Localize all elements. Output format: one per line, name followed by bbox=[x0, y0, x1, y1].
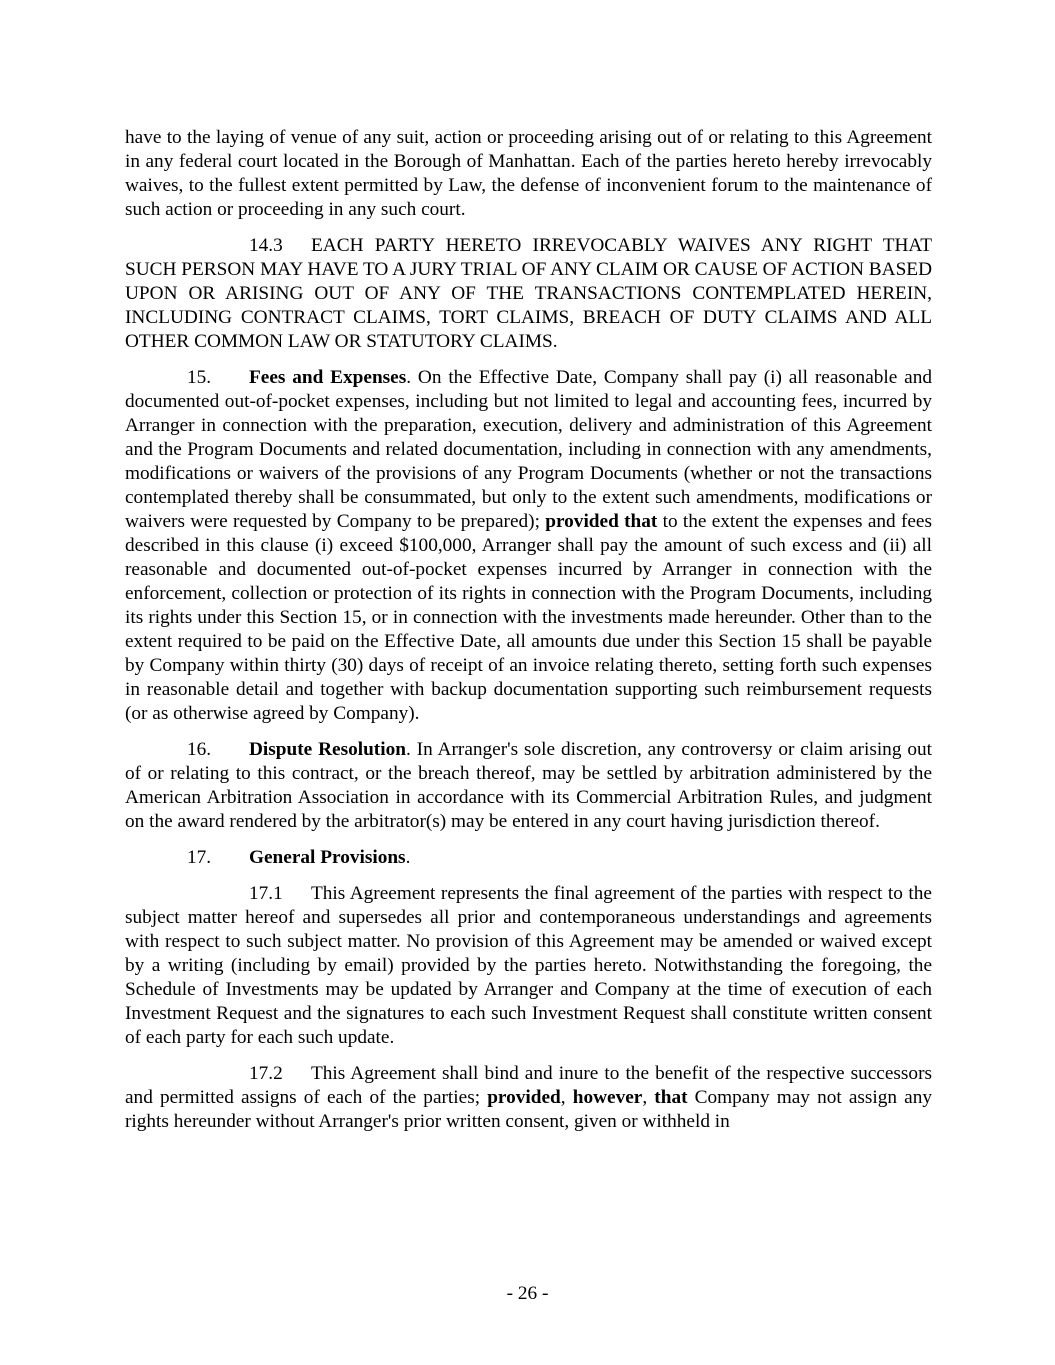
section-17-2-bold-however: however bbox=[572, 1087, 643, 1108]
section-15-text-a: . On the Effective Date, Company shall pay (i) all reasonable and documented out-of-pocket expenses, including but not limited to legal and accounting fees, incurred by Arranger in connection with the preparation, execution, delivery and administration of this Agreement and the Program Documents and related documentation, including in connection with any amendments, modifications or waivers of the provisions of any Program Documents (whether or not the transactions contemplated thereby shall be consummated, but only to the extent such amendments, modifications or waivers were requested by Company to be prepared); bbox=[125, 367, 932, 532]
section-17-2-sep-2: , bbox=[642, 1087, 655, 1108]
section-17-2-number: 17.2 bbox=[249, 1063, 283, 1084]
intro-text: have to the laying of venue of any suit, action or proceeding arising out of or relating to this Agreement in any federal court located in the Borough of Manhattan. Each of the parties hereto hereby irrevocably waives, to the fullest extent permitted by Law, the defense of inconvenient forum to the maintenance of such action or proceeding in any such court. bbox=[125, 127, 932, 220]
section-17-2-text-a: This Agreement shall bind and inure to the benefit of the respective successors and permitted assigns of each of the parties; bbox=[125, 1063, 932, 1108]
section-15-heading: Fees and Expenses bbox=[249, 367, 407, 388]
section-17-2-paragraph bbox=[125, 1062, 932, 1134]
intro-paragraph bbox=[125, 126, 932, 222]
section-17-paragraph bbox=[125, 846, 932, 870]
section-16-heading: Dispute Resolution bbox=[249, 739, 406, 760]
section-14-3-paragraph bbox=[125, 234, 932, 354]
section-14-3-text: EACH PARTY HERETO IRREVOCABLY WAIVES ANY RIGHT THAT SUCH PERSON MAY HAVE TO A JURY TRIAL OF ANY CLAIM OR CAUSE OF ACTION BASED UPON OR ARISING OUT OF ANY OF THE TRANSACTIONS CONTEMPLATED HEREIN, INCLUDING CONTRACT CLAIMS, TORT CLAIMS, BREACH OF DUTY CLAIMS AND ALL OTHER COMMON LAW OR STATUTORY CLAIMS. bbox=[125, 235, 932, 352]
section-15-text-b: to the extent the expenses and fees described in this clause (i) exceed $100,000, Arranger shall pay the amount of such excess and (ii) all reasonable and documented out-of-pocket expenses incurred by Arranger in connection with the enforcement, collection or protection of its rights in connection with the Program Documents, including its rights under this Section 15, or in connection with the investments made hereunder. Other than to the extent required to be paid on the Effective Date, all amounts due under this Section 15 shall be payable by Company within thirty (30) days of receipt of an invoice relating thereto, setting forth such expenses in reasonable detail and together with backup documentation supporting such reimbursement requests (or as otherwise agreed by Company). bbox=[125, 511, 932, 724]
section-16-text: . In Arranger's sole discretion, any controversy or claim arising out of or relating to this contract, or the breach thereof, may be settled by arbitration administered by the American Arbitration Association in accordance with its Commercial Arbitration Rules, and judgment on the award rendered by the arbitrator(s) may be entered in any court having jurisdiction thereof. bbox=[125, 739, 932, 832]
section-17-1-paragraph bbox=[125, 882, 932, 1050]
document-page bbox=[125, 126, 932, 1146]
section-17-1-number: 17.1 bbox=[249, 883, 283, 904]
section-17-number: 17. bbox=[187, 847, 212, 868]
section-17-2-text-b: Company may not assign any rights hereunder without Arranger's prior written consent, given or withheld in bbox=[125, 1087, 933, 1132]
section-14-3-number: 14.3 bbox=[249, 235, 283, 256]
section-16-number: 16. bbox=[187, 739, 212, 760]
section-15-paragraph bbox=[125, 366, 932, 726]
page-number-footer bbox=[0, 1282, 1055, 1306]
page-number: - 26 - bbox=[506, 1283, 549, 1304]
section-17-2-bold-provided: provided bbox=[487, 1087, 561, 1108]
section-17-2-bold-that: that bbox=[654, 1087, 688, 1108]
section-15-proviso: provided that bbox=[545, 511, 658, 532]
section-16-paragraph bbox=[125, 738, 932, 834]
section-17-heading: General Provisions bbox=[249, 847, 406, 868]
section-17-2-sep-1: , bbox=[560, 1087, 573, 1108]
section-17-text: . bbox=[405, 847, 411, 868]
section-17-1-text: This Agreement represents the final agreement of the parties with respect to the subject matter hereof and supersedes all prior and contemporaneous understandings and agreements with respect to such subject matter. No provision of this Agreement may be amended or waived except by a writing (including by email) provided by the parties hereto. Notwithstanding the foregoing, the Schedule of Investments may be updated by Arranger and Company at the time of execution of each Investment Request and the signatures to each such Investment Request shall constitute written consent of each party for each such update. bbox=[125, 883, 932, 1048]
section-15-number: 15. bbox=[187, 367, 212, 388]
